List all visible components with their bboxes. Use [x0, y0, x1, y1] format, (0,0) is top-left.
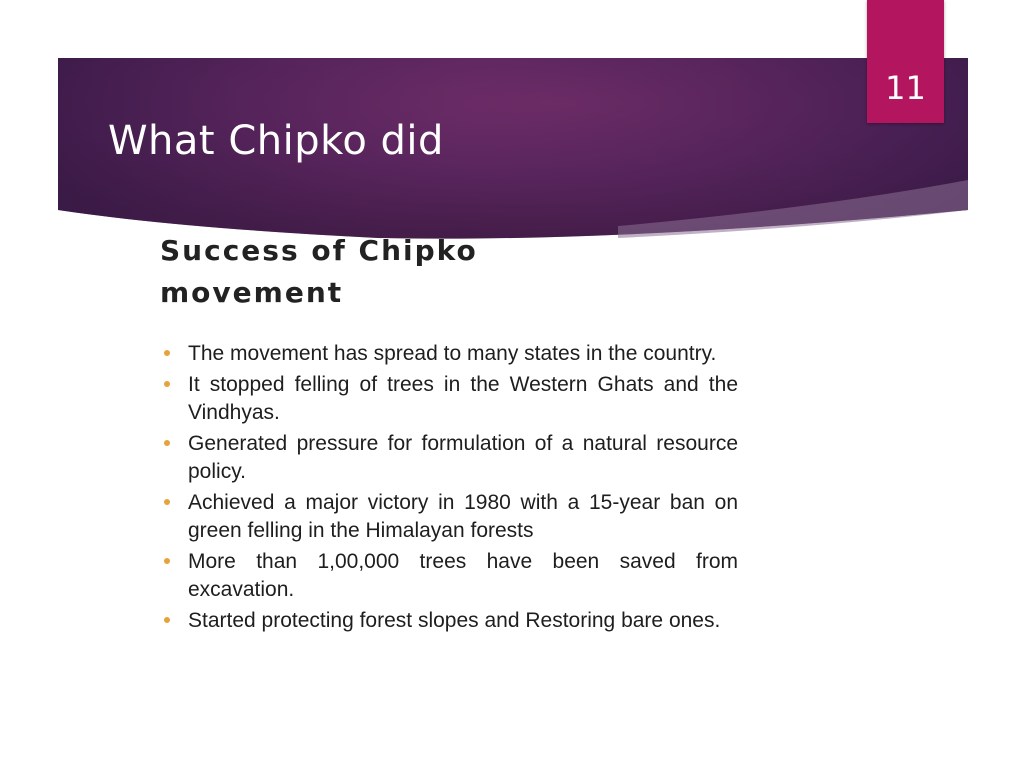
bullet-text: It stopped felling of trees in the Western Ghats and the Vindhyas. [188, 373, 738, 424]
page-number: 11 [885, 69, 926, 107]
bullet-list [160, 340, 738, 638]
page-number-badge [867, 0, 944, 123]
bullet-text: Generated pressure for formulation of a natural resource policy. [188, 432, 738, 483]
bullet-icon [164, 350, 170, 356]
list-item [160, 548, 738, 604]
bullet-icon [164, 617, 170, 623]
bullet-icon [164, 440, 170, 446]
bullet-text: Achieved a major victory in 1980 with a 15-year ban on green felling in the Himalayan forests [188, 491, 738, 542]
slide-title: What Chipko did [108, 118, 444, 164]
bullet-icon [164, 381, 170, 387]
bullet-icon [164, 499, 170, 505]
list-item [160, 430, 738, 486]
bullet-icon [164, 558, 170, 564]
content-image [150, 230, 750, 710]
content-heading: Success of Chipko movement [160, 234, 478, 309]
list-item [160, 607, 738, 635]
list-item [160, 371, 738, 427]
bullet-text: More than 1,00,000 trees have been saved from excavation. [188, 550, 738, 601]
bullet-text: Started protecting forest slopes and Restoring bare ones. [188, 609, 721, 632]
bullet-text: The movement has spread to many states in the country. [188, 342, 717, 365]
list-item [160, 340, 738, 368]
list-item [160, 489, 738, 545]
